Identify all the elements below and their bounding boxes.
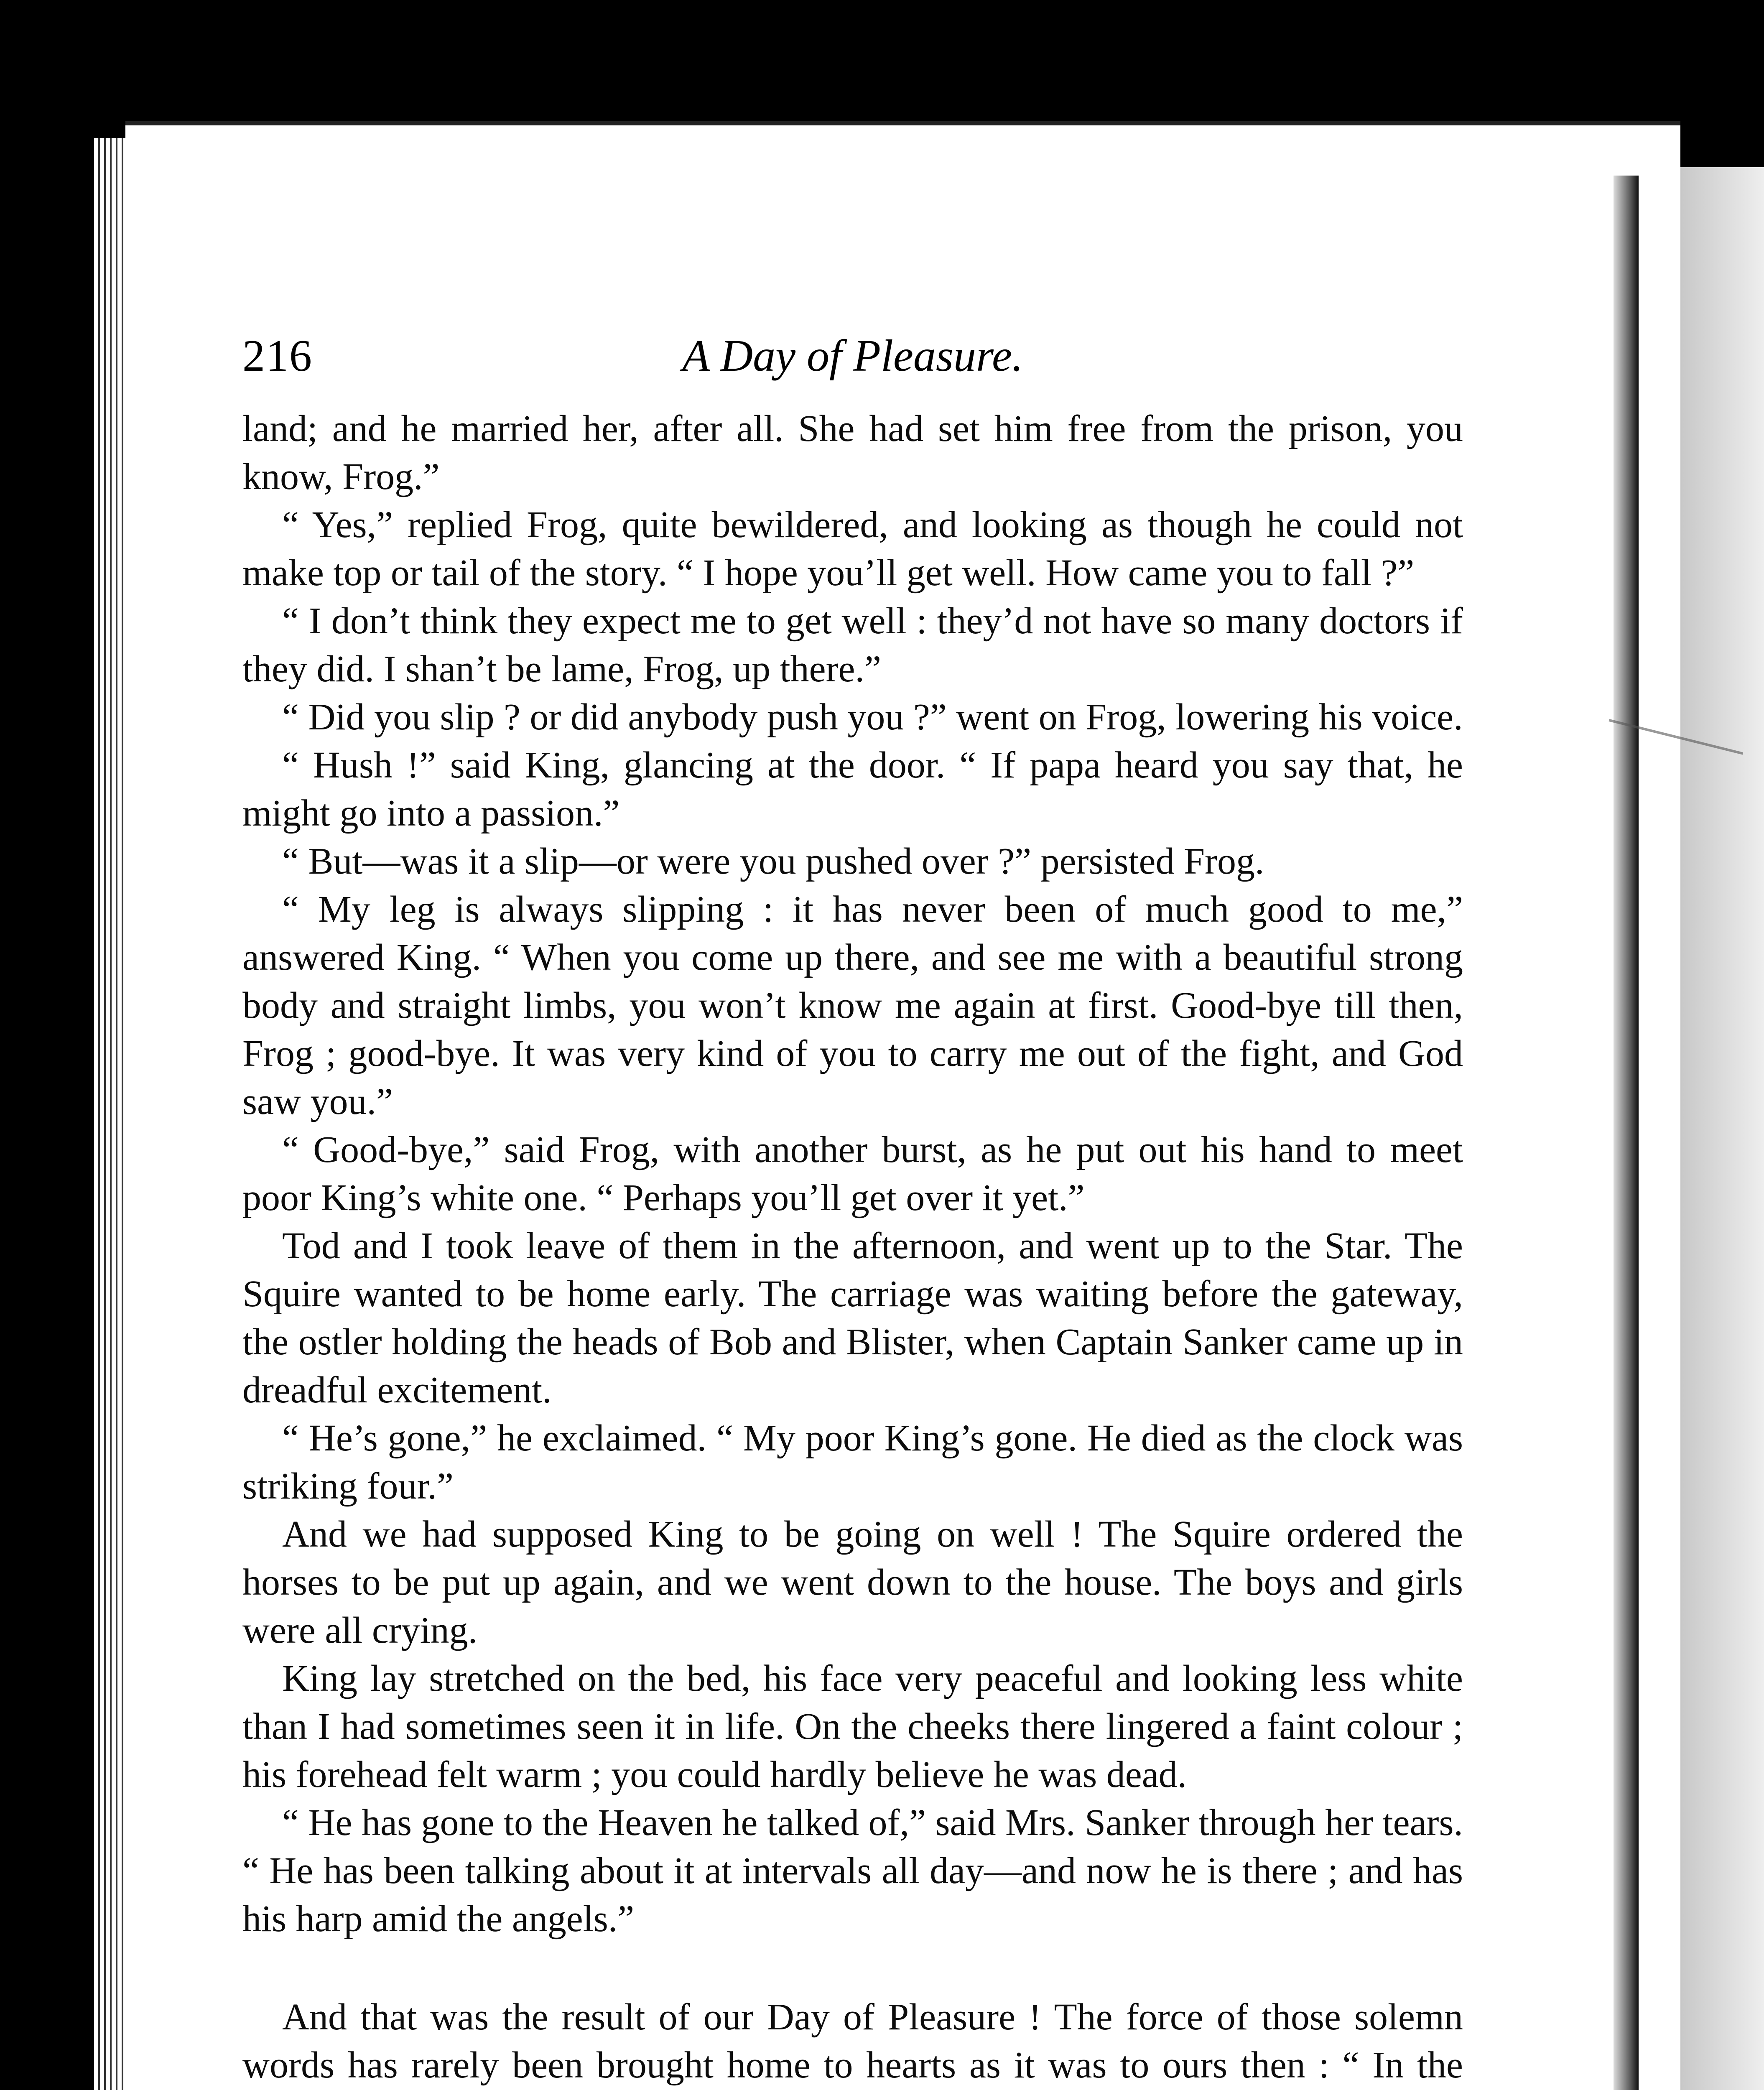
paragraph: “ He has gone to the Heaven he talked of,” said Mrs. Sanker through her tears. “ He has been talking about it at intervals all day—and now he is there ; and has his harp amid the angels.”: [242, 1802, 1463, 1940]
paragraph: “ Hush !” said King, glancing at the door. “ If papa heard you say that, he might go into a passion.”: [242, 744, 1463, 834]
paragraph: “ Did you slip ? or did anybody push you ?” went on Frog, lowering his voice.: [282, 696, 1463, 738]
closing-paragraph: And that was the result of our Day of Pleasure ! The force of those solemn words has rarely been brought home to hearts as it was to ours then : “ In the: [242, 1996, 1463, 2086]
paragraph: “ Good-bye,” said Frog, with another burst, as he put out his hand to meet poor King’s white one. “ Perhaps you’ll get over it yet.”: [242, 1129, 1463, 1218]
paragraph: “ But—was it a slip—or were you pushed over ?” persisted Frog.: [282, 841, 1264, 882]
paragraph: “ Yes,” replied Frog, quite bewildered, and looking as though he could not make top or tail of the story. “ I hope you’ll get well. How came you to fall ?”: [242, 504, 1463, 594]
page-gutter: [1614, 176, 1639, 2090]
running-title: A Day of Pleasure.: [682, 331, 1023, 381]
paragraph: Tod and I took leave of them in the afternoon, and went up to the Star. The Squire wanted to be home early. The carriage was waiting before the gateway, the ostler holding the heads of Bob and Blister, when Captain Sanker came up in dreadful excitement.: [242, 1225, 1463, 1411]
paragraph: land; and he married her, after all. She had set him free from the prison, you know, Frog.”: [242, 408, 1463, 497]
paragraph: “ I don’t think they expect me to get well : they’d not have so many doctors if they did. I shan’t be lame, Frog, up there.”: [242, 600, 1463, 690]
page-number: 216: [242, 331, 313, 381]
paragraph: And we had supposed King to be going on well ! The Squire ordered the horses to be put up again, and we went down to the house. The boys and girls were all crying.: [242, 1514, 1463, 1651]
paragraph: “ He’s gone,” he exclaimed. “ My poor King’s gone. He died as the clock was striking four.”: [242, 1417, 1463, 1507]
page-header: [242, 330, 1463, 393]
section-break: [242, 1943, 1463, 1993]
body-text: [242, 405, 1463, 2090]
paragraph: “ My leg is always slipping : it has never been of much good to me,” answered King. “ When you come up there, and see me with a beautiful strong body and straight limbs, you won’t know me again at first. Good-bye till then, Frog ; good-bye. It was very kind of you to carry me out of the fight, and God saw you.”: [242, 889, 1463, 1122]
paragraph: King lay stretched on the bed, his face very peaceful and looking less white than I had sometimes seen it in life. On the cheeks there lingered a faint colour ; his forehead felt warm ; you could hardly believe he was dead.: [242, 1658, 1463, 1795]
